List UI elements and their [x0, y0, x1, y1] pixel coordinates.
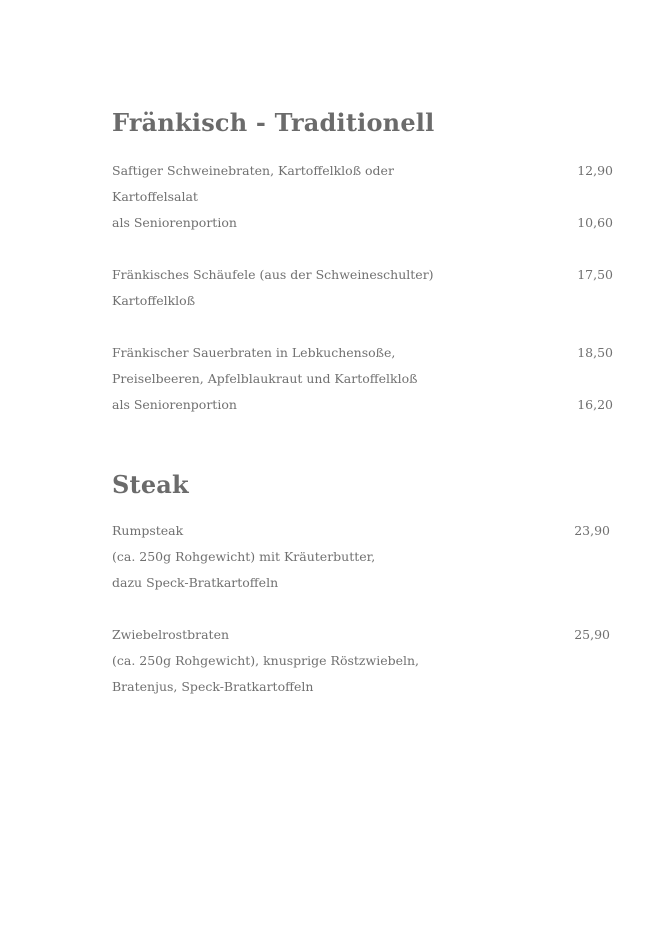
item-price: 25,90 — [574, 627, 610, 642]
item-description: Preiselbeeren, Apfelblaukraut und Kartoffelkloß — [112, 371, 418, 386]
item-price: 18,50 — [577, 345, 613, 360]
senior-portion-price: 10,60 — [577, 215, 613, 230]
section-title-traditionell: Fränkisch - Traditionell — [112, 108, 435, 137]
item-price: 23,90 — [574, 523, 610, 538]
item-description: Saftiger Schweinebraten, Kartoffelkloß oder — [112, 163, 394, 178]
item-description: Kartoffelkloß — [112, 293, 196, 308]
item-description: Fränkisches Schäufele (aus der Schweineschulter) — [112, 267, 434, 282]
item-description: Rumpsteak — [112, 523, 184, 538]
section-title-steak: Steak — [112, 470, 189, 499]
senior-portion-label: als Seniorenportion — [112, 215, 237, 230]
item-price: 17,50 — [577, 267, 613, 282]
item-description: Kartoffelsalat — [112, 189, 198, 204]
item-description: dazu Speck-Bratkartoffeln — [112, 575, 279, 590]
senior-portion-price: 16,20 — [577, 397, 613, 412]
item-description: (ca. 250g Rohgewicht), knusprige Röstzwiebeln, — [112, 653, 420, 668]
item-description: Fränkischer Sauerbraten in Lebkuchensoße, — [112, 345, 396, 360]
item-description: (ca. 250g Rohgewicht) mit Kräuterbutter, — [112, 549, 376, 564]
senior-portion-label: als Seniorenportion — [112, 397, 237, 412]
item-price: 12,90 — [577, 163, 613, 178]
item-description: Bratenjus, Speck-Bratkartoffeln — [112, 679, 314, 694]
item-description: Zwiebelrostbraten — [112, 627, 230, 642]
